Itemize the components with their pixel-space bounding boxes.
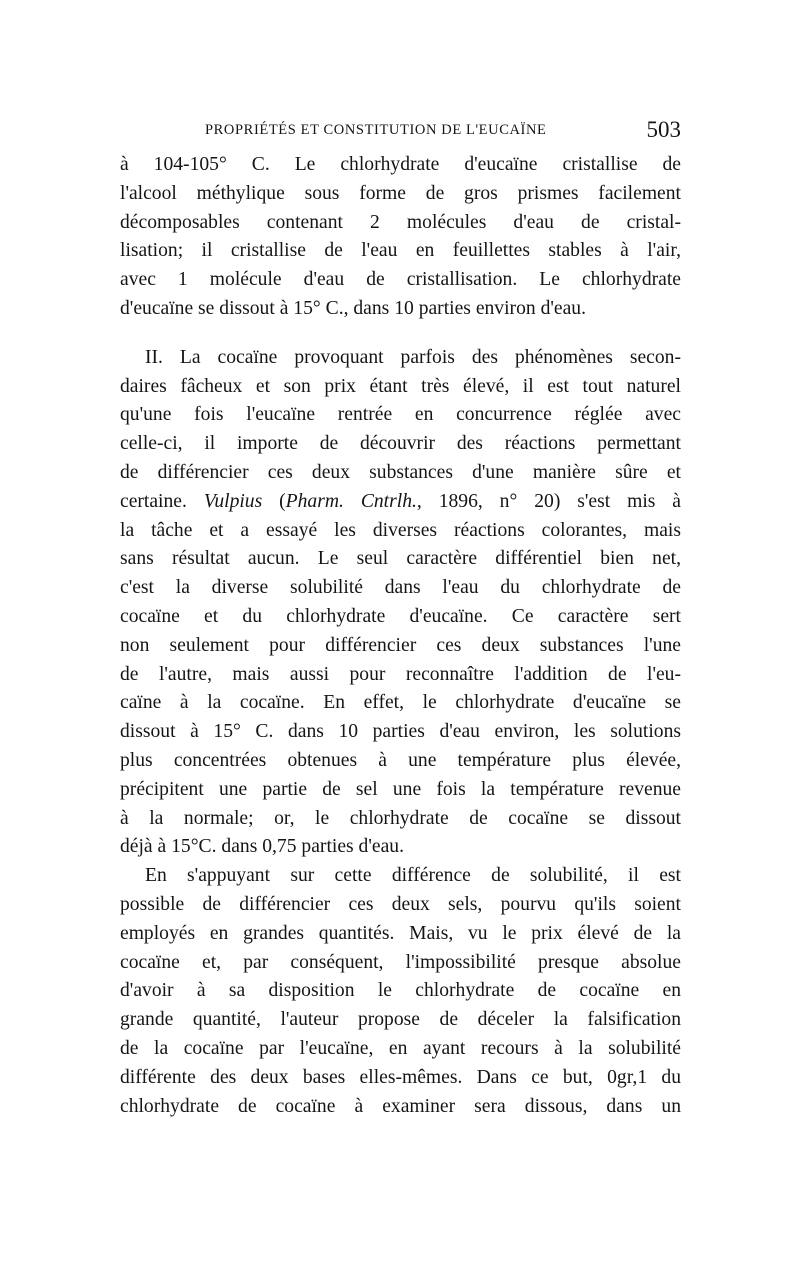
text-line-with-citation xyxy=(120,488,681,517)
text-line: de la cocaïne par l'eucaïne, en ayant recours à la solubilité xyxy=(120,1037,681,1059)
citation-paren: ( xyxy=(262,490,286,512)
text-line: lisation; il cristallise de l'eau en feuillettes stables à l'air, xyxy=(120,240,681,262)
text-line: précipitent une partie de sel une fois la température revenue xyxy=(120,778,681,800)
text-line: de différencier ces deux substances d'une manière sûre et xyxy=(120,461,681,483)
paragraph-gap xyxy=(120,324,681,344)
paragraph-1 xyxy=(120,151,681,324)
text-line: à la normale; or, le chlorhydrate de cocaïne se dissout xyxy=(120,807,681,829)
text-line: II. La cocaïne provoquant parfois des phénomènes secon- xyxy=(145,346,681,368)
text-line: plus concentrées obtenues à une température plus élevée, xyxy=(120,749,681,771)
text-line: non seulement pour différencier ces deux substances l'une xyxy=(120,634,681,656)
running-head: PROPRIÉTÉS ET CONSTITUTION DE L'EUCAÏNE xyxy=(205,122,547,138)
text-line: dissout à 15° C. dans 10 parties d'eau environ, les solutions xyxy=(120,721,681,743)
text-line: d'eucaïne se dissout à 15° C., dans 10 parties environ d'eau. xyxy=(120,297,586,319)
body-text xyxy=(120,151,681,1121)
paragraph-2 xyxy=(120,344,681,862)
text-line: employés en grandes quantités. Mais, vu le prix élevé de la xyxy=(120,922,681,944)
text-line: d'avoir à sa disposition le chlorhydrate de cocaïne en xyxy=(120,980,681,1002)
journal-name: Pharm. Cntrlh. xyxy=(285,490,417,512)
text-line: possible de différencier ces deux sels, pourvu qu'ils soient xyxy=(120,893,681,915)
text-line: chlorhydrate de cocaïne à examiner sera dissous, dans un xyxy=(120,1095,681,1117)
text-line: avec 1 molécule d'eau de cristallisation. Le chlorhydrate xyxy=(120,269,681,291)
text-line: sans résultat aucun. Le seul caractère différentiel bien net, xyxy=(120,548,681,570)
text-line: décomposables contenant 2 molécules d'eau de cristal- xyxy=(120,211,681,233)
text-line: déjà à 15°C. dans 0,75 parties d'eau. xyxy=(120,836,404,858)
text-line: c'est la diverse solubilité dans l'eau du chlorhydrate de xyxy=(120,577,681,599)
author-name: Vulpius xyxy=(203,490,263,512)
text-line: grande quantité, l'auteur propose de déceler la falsification xyxy=(120,1009,681,1031)
text-line: En s'appuyant sur cette différence de solubilité, il est xyxy=(145,865,681,887)
text-line: l'alcool méthylique sous forme de gros prismes facilement xyxy=(120,182,681,204)
page-header xyxy=(205,118,681,142)
text-line: différente des deux bases elles-mêmes. Dans ce but, 0gr,1 du xyxy=(120,1066,681,1088)
text-line: cocaïne et du chlorhydrate d'eucaïne. Ce caractère sert xyxy=(120,605,681,627)
text-line: daires fâcheux et son prix étant très élevé, il est tout naturel xyxy=(120,375,681,397)
text-line: qu'une fois l'eucaïne rentrée en concurrence réglée avec xyxy=(120,404,681,426)
text-line: cocaïne et, par conséquent, l'impossibilité presque absolue xyxy=(120,951,681,973)
text-line: à 104-105° C. Le chlorhydrate d'eucaïne cristallise de xyxy=(120,154,681,175)
text-line: la tâche et a essayé les diverses réactions colorantes, mais xyxy=(120,519,681,541)
paragraph-3 xyxy=(120,862,681,1121)
text-line: de l'autre, mais aussi pour reconnaître l'addition de l'eu- xyxy=(120,663,681,685)
text-line: celle-ci, il importe de découvrir des réactions permettant xyxy=(120,433,681,455)
citation-lead: certaine. xyxy=(120,490,204,512)
citation-tail: , 1896, n° 20) s'est mis à xyxy=(416,490,681,512)
page-number: 503 xyxy=(646,117,681,142)
text-line: caïne à la cocaïne. En effet, le chlorhydrate d'eucaïne se xyxy=(120,692,681,714)
